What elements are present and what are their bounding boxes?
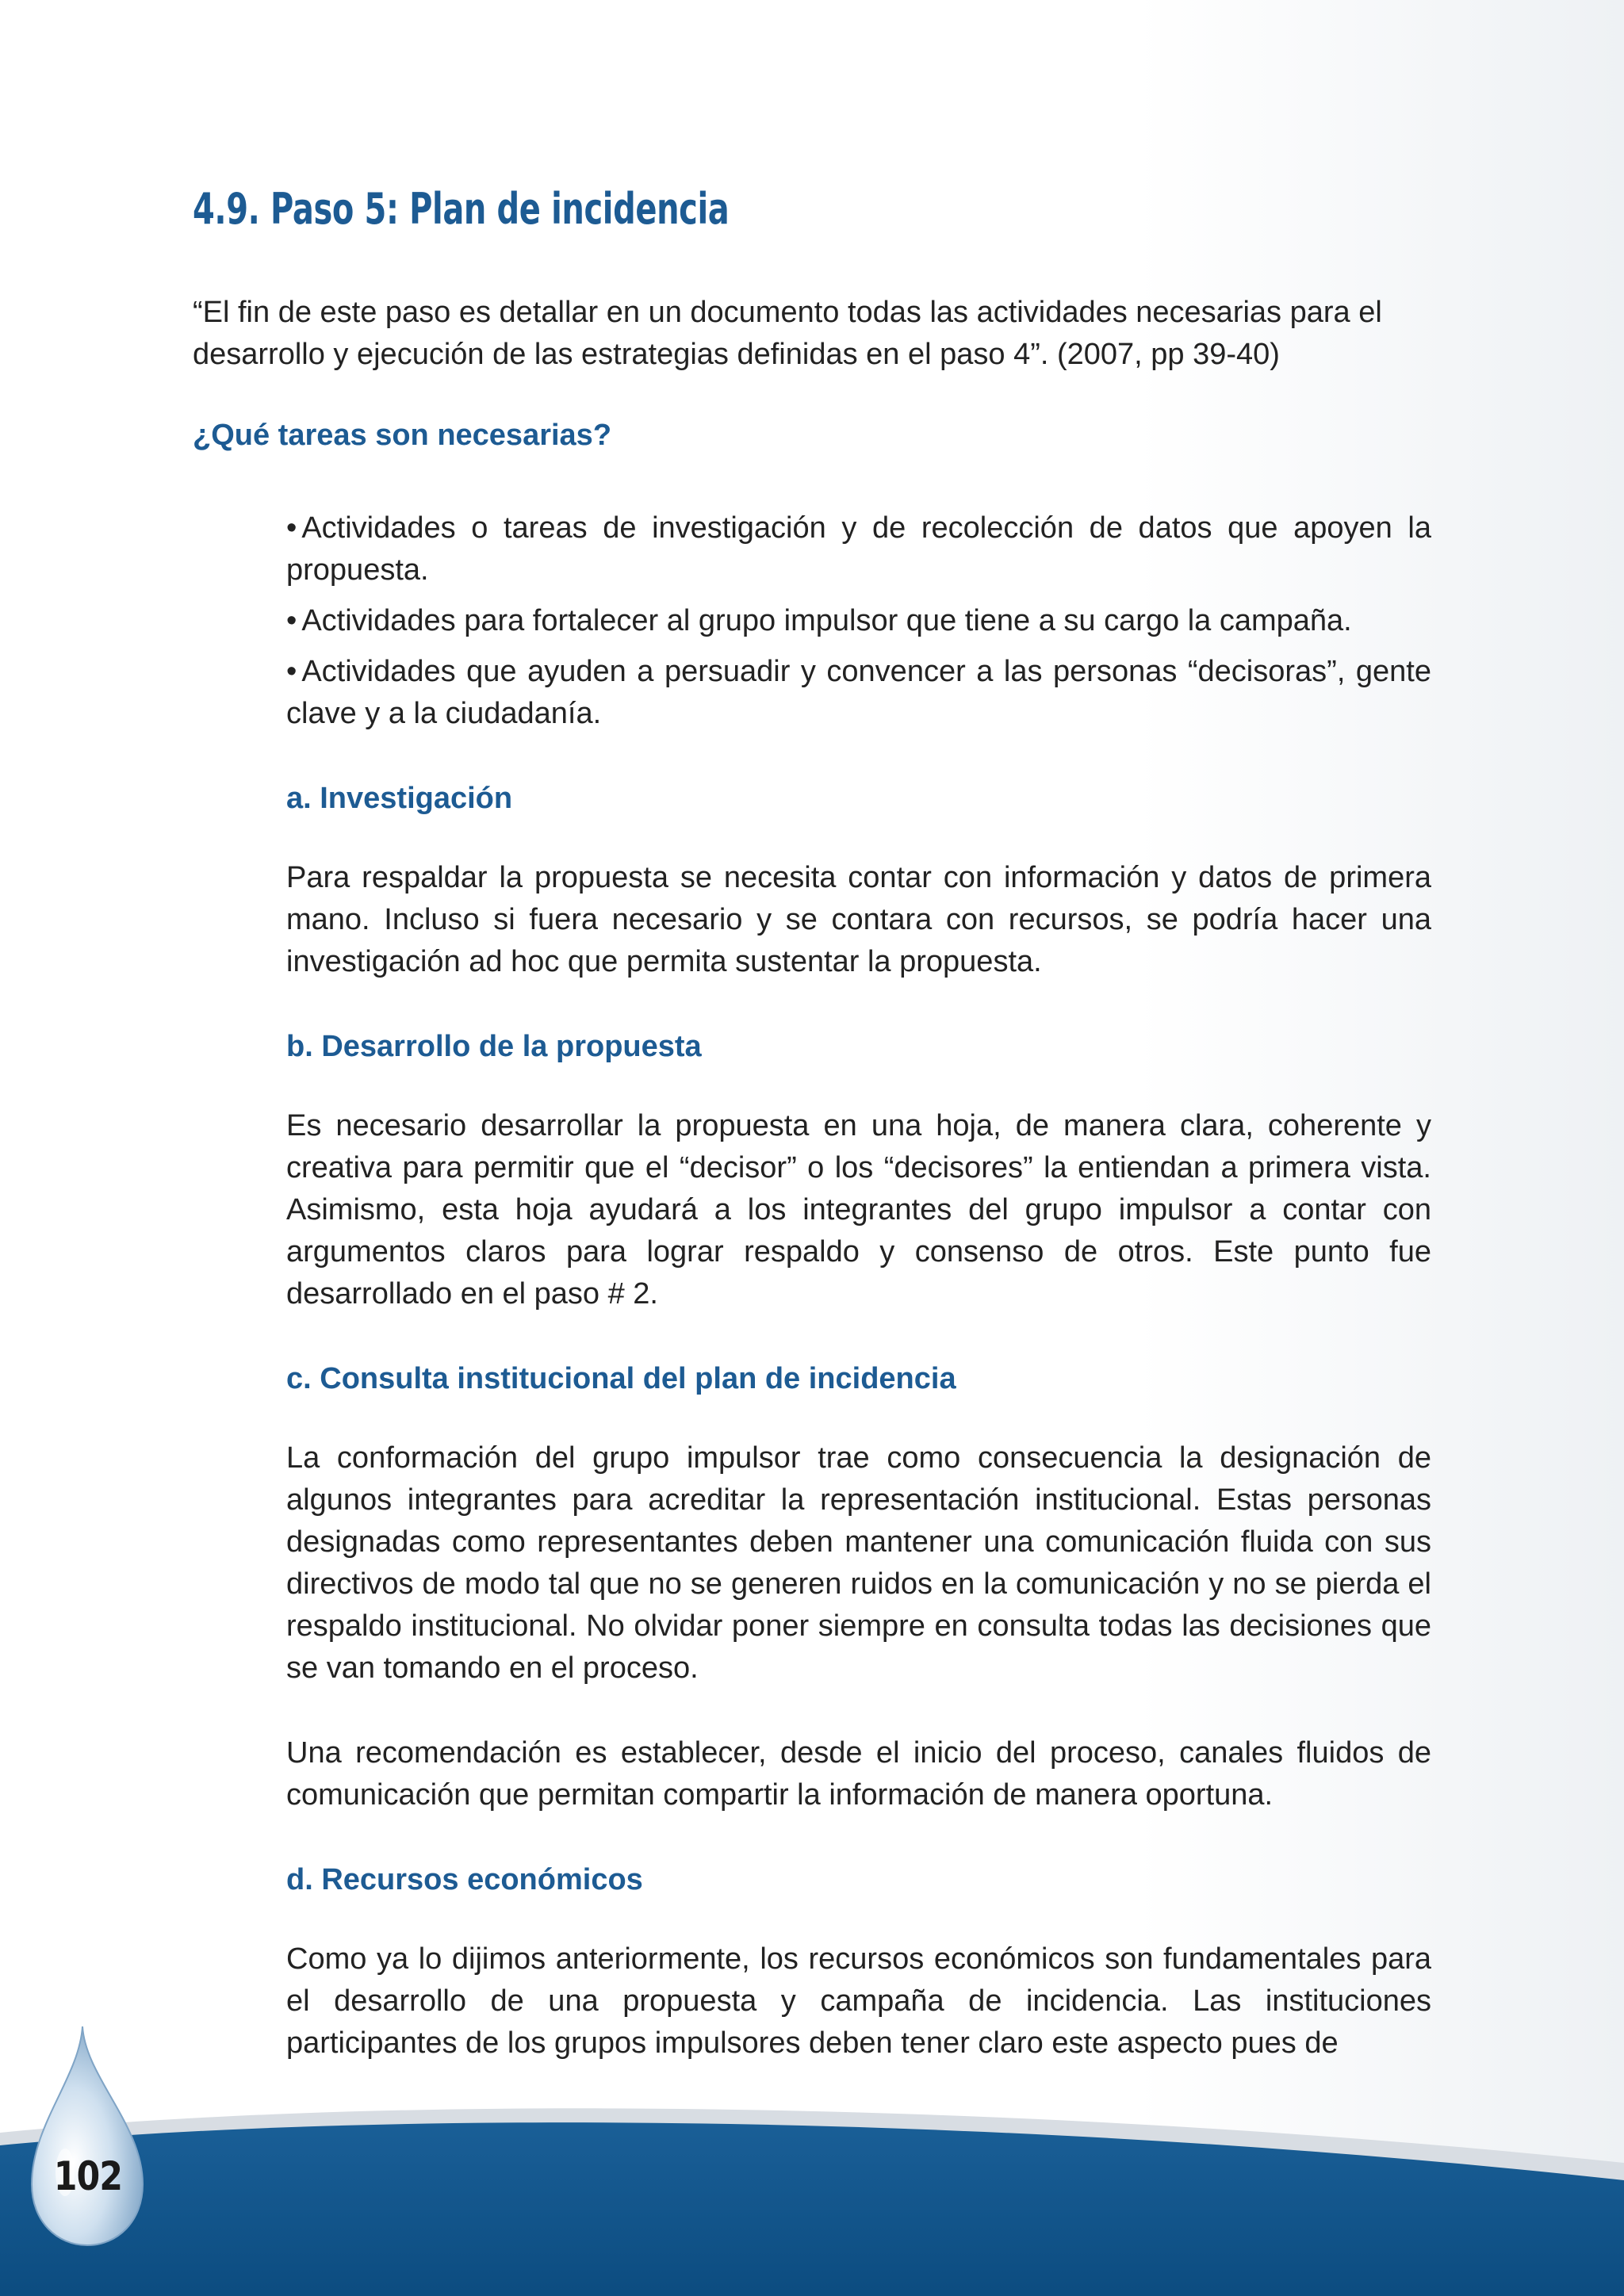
intro-quote: “El fin de este paso es detallar en un documento todas las actividades necesarias para el desarrollo y ejecución de las estrategias definidas en el paso 4”. (2007, pp 39-40) [193,296,1382,371]
footer-wave-band [0,2101,1624,2296]
tasks-question-heading: ¿Qué tareas son necesarias? [193,419,612,452]
bullet-icon: • [286,511,297,545]
subsection-heading-recursos: d. Recursos económicos [286,1863,643,1896]
water-drop-icon [24,2022,159,2252]
list-item-text: Actividades que ayuden a persuadir y convencer a las personas “decisoras”, gente clave y a la ciudadanía. [286,655,1431,730]
subsection-heading-investigacion: a. Investigación [286,782,513,815]
subsection-heading-desarrollo: b. Desarrollo de la propuesta [286,1030,702,1063]
list-item [286,507,1431,591]
task-bullet-list [286,507,1431,735]
bullet-icon: • [286,604,297,637]
paragraph: La conformación del grupo impulsor trae como consecuencia la designación de algunos integrantes para acreditar la representación institucional. Estas personas designadas como representantes deben mantener una comunicación fluida con sus directivos de modo tal que no se generen ruidos en la comunicación y no se pierda el respaldo institucional. No olvidar poner siempre en consulta todas las decisiones que se van tomando en el proceso. [286,1441,1431,1685]
section-title: 4.9. Paso 5: Plan de incidencia [193,184,730,234]
list-item [286,651,1431,735]
subsection-heading-consulta: c. Consulta institucional del plan de incidencia [286,1362,956,1395]
main-content [286,507,1431,2064]
list-item-text: Actividades o tareas de investigación y de recolección de datos que apoyen la propuesta. [286,511,1431,587]
paragraph: Para respaldar la propuesta se necesita contar con información y datos de primera mano. Incluso si fuera necesario y se contara con recursos, se podría hacer una investigación ad hoc que permita sustentar la propuesta. [286,861,1431,978]
paragraph: Es necesario desarrollar la propuesta en una hoja, de manera clara, coherente y creativa para permitir que el “decisor” o los “decisores” la entiendan a primera vista. Asimismo, esta hoja ayudará a los integrantes del grupo impulsor a contar con argumentos claros para lograr respaldo y consenso de otros. Este punto fue desarrollado en el paso # 2. [286,1109,1431,1311]
paragraph: Como ya lo dijimos anteriormente, los recursos económicos son fundamentales para el desarrollo de una propuesta y campaña de incidencia. Las instituciones participantes de los grupos impulsores deben tener claro este aspecto pues de [286,1942,1431,2060]
list-item-text: Actividades para fortalecer al grupo impulsor que tiene a su cargo la campaña. [301,604,1352,637]
bullet-icon: • [286,655,297,688]
list-item [286,600,1431,642]
page-number: 102 [53,2153,123,2199]
paragraph: Una recomendación es establecer, desde el inicio del proceso, canales fluidos de comunicación que permitan compartir la información de manera oportuna. [286,1736,1431,1812]
